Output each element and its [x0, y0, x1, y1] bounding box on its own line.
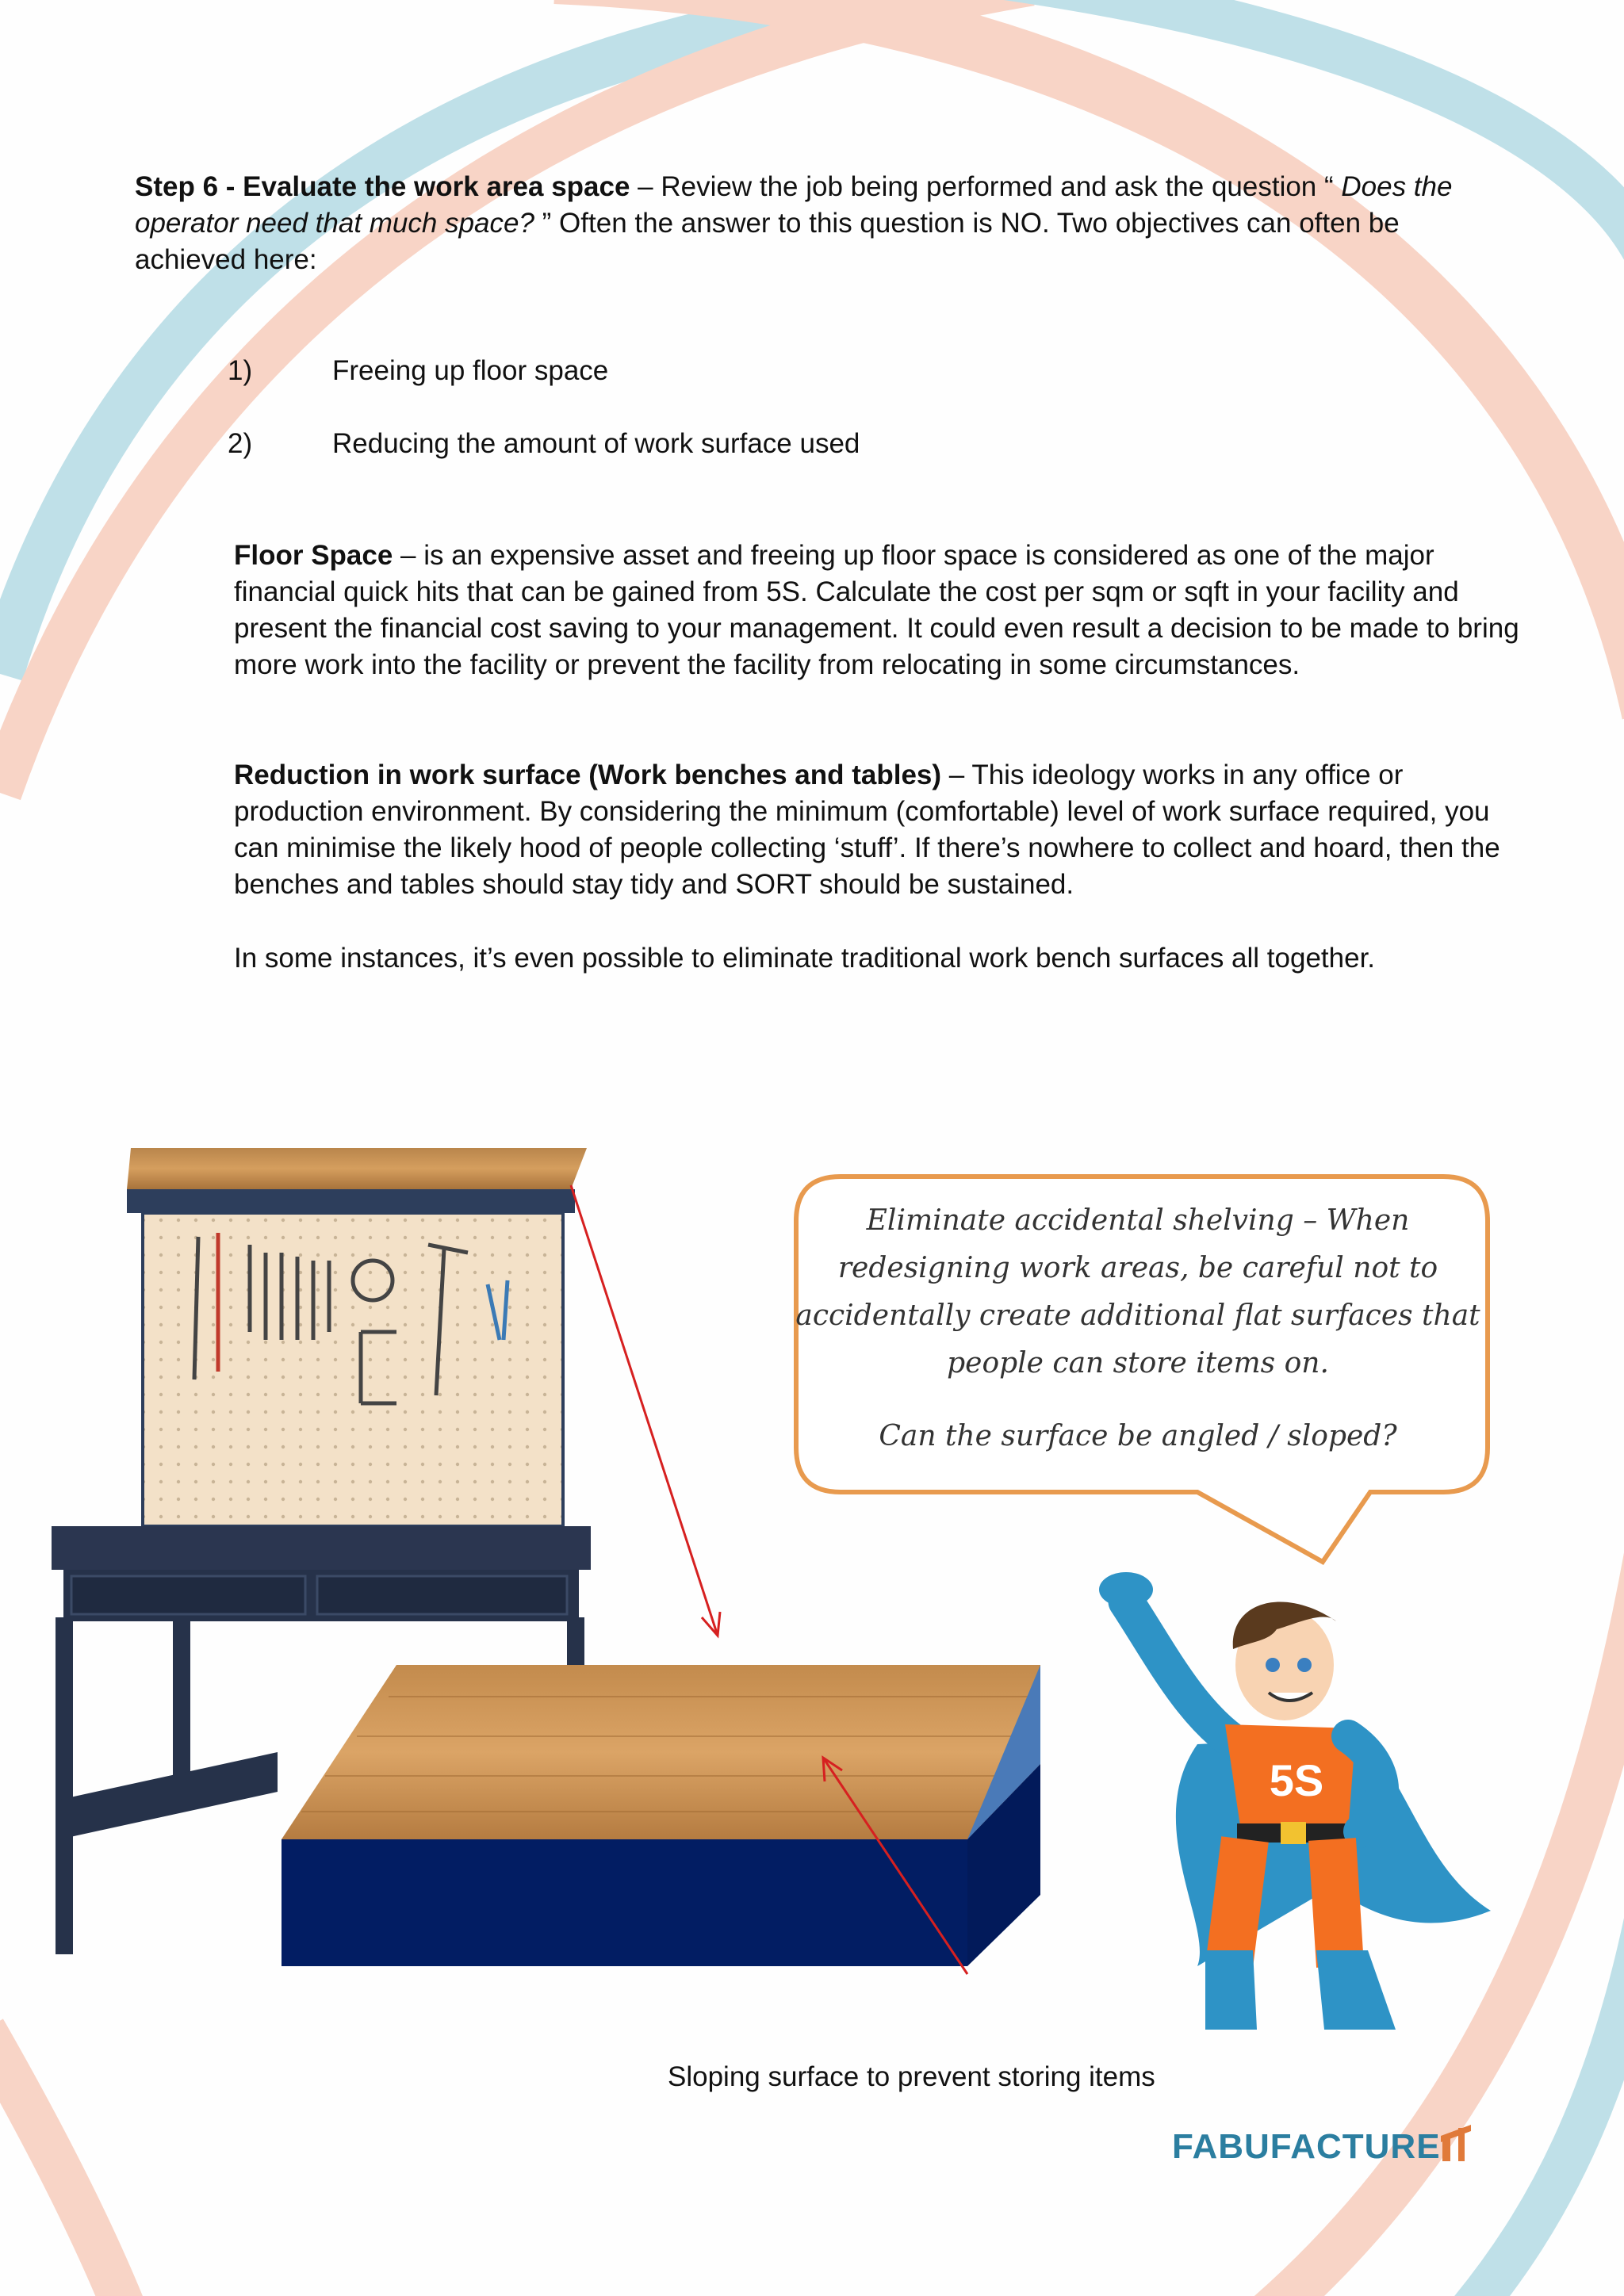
floor-space-body: – is an expensive asset and freeing up floor space is considered as one of the major financial quick hits that can be gained from 5S. Calculate the cost per sqm or sqft in your facility and present the financial cost saving to your management. It could even result a decision to be made to bring more work into the facility or prevent the facility from relocating in some circumstances.: [234, 540, 1519, 680]
list-item-label: Freeing up floor space: [332, 355, 609, 386]
step-intro: – Review the job being performed and ask the question “: [630, 171, 1334, 202]
reduction-heading: Reduction in work surface (Work benches and tables): [234, 760, 942, 790]
bubble-line-1: Eliminate accidental shelving – When redesigning work areas, be careful not to accidentally create additional flat surfaces that people can store items on.: [795, 1204, 1480, 1380]
speech-bubble-text: [793, 1197, 1483, 1486]
logo-text: FABUFACTURE: [1172, 2127, 1441, 2166]
list-number: 2): [228, 428, 253, 459]
list-number: 1): [228, 355, 253, 386]
figure-caption: Sloping surface to prevent storing items: [668, 2061, 1155, 2092]
fabufacture-logo: [1172, 2125, 1471, 2167]
list-item-label: Reducing the amount of work surface used: [332, 428, 860, 459]
superhero-mascot: [1094, 1554, 1507, 2061]
hero-badge: 5S: [1269, 1755, 1324, 1805]
step-rest: ” Often the answer to this question is NO. Two objectives can often be achieved here:: [135, 208, 1400, 275]
bubble-line-2: Can the surface be angled / sloped?: [879, 1420, 1397, 1452]
floor-space-heading: Floor Space: [234, 540, 393, 571]
reduction-body: – This ideology works in any office or production environment. By considering the minimum (comfortable) level of work surface required, you can minimise the likely hood of people collecting ‘stuff’. If there’s nowhere to collect and hoard, then the benches and tables should stay tidy and SORT should be sustained.: [234, 760, 1500, 900]
step-question: Does the operator need that much space?: [135, 171, 1453, 239]
factory-icon: [1441, 2125, 1471, 2161]
instances-paragraph: In some instances, it’s even possible to eliminate traditional work bench surfaces all together.: [234, 943, 1376, 974]
step-heading: Step 6 - Evaluate the work area space: [135, 171, 630, 202]
